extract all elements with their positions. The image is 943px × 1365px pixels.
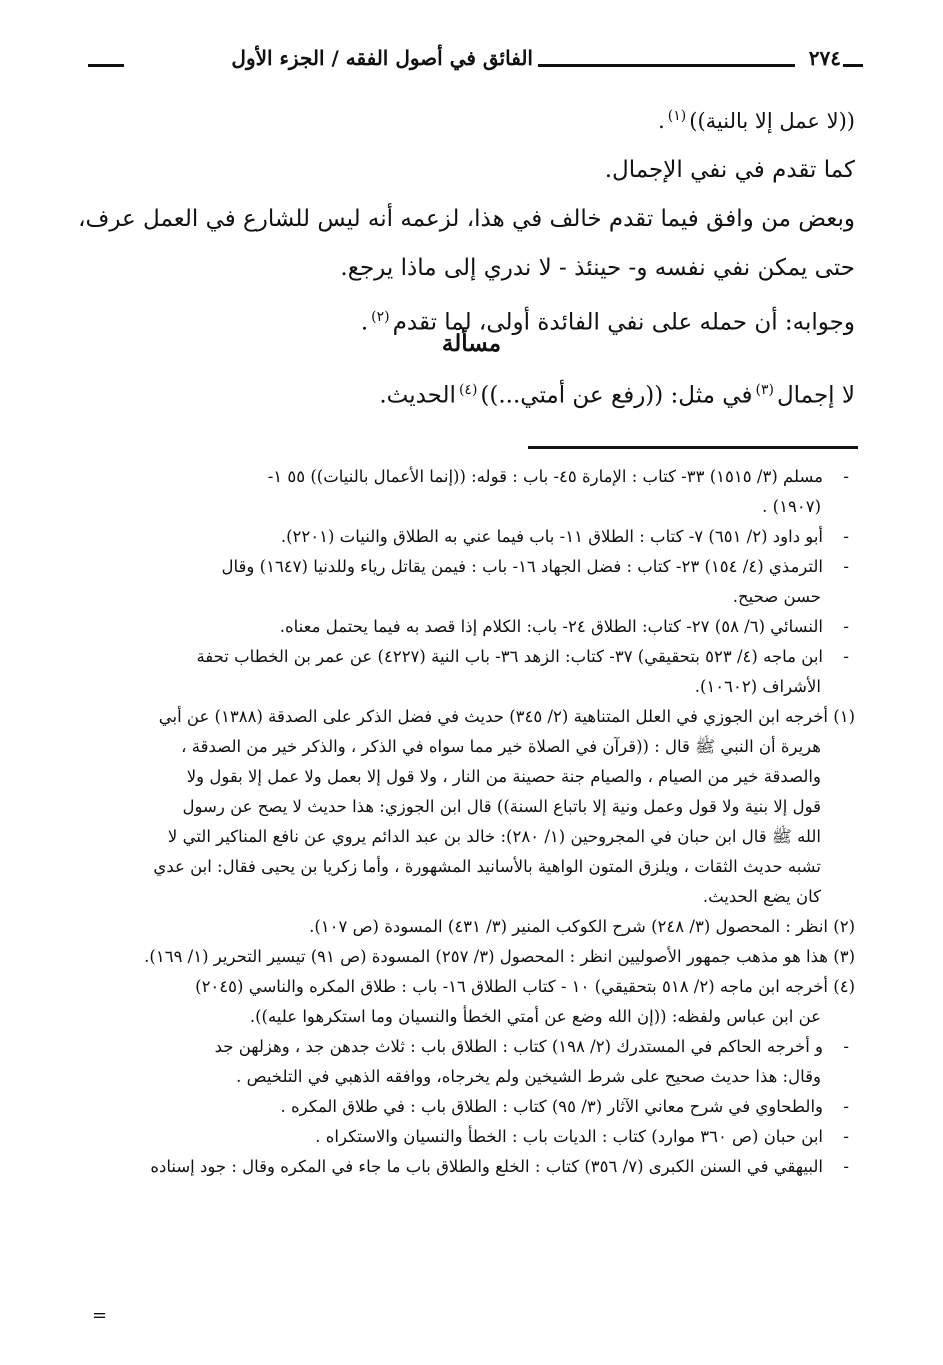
footnote-continuation: هريرة أن النبي ﷺ قال : ((قرآن في الصلاة خير مما سواه في الذكر ، والذكر خير من الصدقة ،: [181, 737, 821, 756]
hadith-quote: ((لا عمل إلا بالنية)): [689, 109, 855, 133]
footnote-ref-1[interactable]: (١): [667, 108, 687, 124]
continuation-mark: =: [92, 1305, 108, 1326]
footnote-1: (١) أخرجه ابن الجوزي في العلل المتناهية (٢/ ٣٤٥) حديث في فضل الذكر على الصدقة (١٣٨٨) عن أبي: [158, 707, 855, 726]
text-line: حتى يمكن نفي نفسه و- حينئذ - لا ندري إلى ماذا يرجع.: [340, 255, 855, 281]
main-text: [78, 92, 855, 348]
footnote-continuation: الأشراف (١٠٦٠٢).: [694, 677, 821, 696]
footnote-4: (٤) أخرجه ابن ماجه (٢/ ٥١٨ بتحقيقي) ١٠ - كتاب الطلاق ١٦- باب : طلاق المكره والناسي (٢٠٤٥): [195, 977, 855, 996]
footnote-continuation: (١٩٠٧) .: [762, 497, 821, 516]
footnote-continuation: تشبه حديث الثقات ، ويلزق المتون الواهية بالأسانيد المشهورة ، وأما زكريا بن يحيى فقال: ابن عدي: [153, 857, 821, 876]
footnote-bullet: - أبو داود (٢/ ٦٥١) ٧- كتاب : الطلاق ١١- باب فيما عني به الطلاق والنيات (٢٢٠١).: [95, 522, 855, 552]
text-line: لا إجمال$^{(٣)}$في مثل: ((رفع عن أمتي...))$^{(٤)}$الحديث.: [379, 382, 855, 409]
footnote-continuation: وقال: هذا حديث صحيح على شرط الشيخين ولم يخرجاه، ووافقه الذهبي في التلخيص .: [236, 1067, 821, 1086]
page-header: [88, 44, 863, 84]
main-text-after-heading: [85, 366, 855, 421]
running-title: الفائق في أصول الفقه / الجزء الأول: [231, 46, 533, 70]
footnotes: [95, 462, 855, 1182]
footnote-bullet: - و أخرجه الحاكم في المستدرك (٢/ ١٩٨) كتاب : الطلاق باب : ثلاث جدهن جد ، وهزلهن جد: [95, 1032, 855, 1062]
footnote-continuation: قول إلا بنية ولا قول وعمل ونية إلا باتباع السنة)) قال ابن الجوزي: هذا حديث لا يصح عن رسول: [182, 797, 821, 816]
footnote-separator: [528, 446, 858, 449]
section-heading: مسألة: [441, 330, 502, 357]
footnote-ref-3[interactable]: (٣): [755, 382, 774, 398]
header-rule-right: [843, 64, 863, 67]
footnote-continuation: والصدقة خير من الصيام ، والصيام جنة حصينة من النار ، ولا قول إلا بعمل ولا عمل إلا بقول ولا: [186, 767, 821, 786]
footnote-bullet: - مسلم (٣/ ١٥١٥) ٣٣- كتاب : الإمارة ٤٥- باب : قوله: ((إنما الأعمال بالنيات)) ٥٥ ١-: [95, 462, 855, 492]
footnote-bullet: - والطحاوي في شرح معاني الآثار (٣/ ٩٥) كتاب : الطلاق باب : في طلاق المكره .: [95, 1092, 855, 1122]
text-line: وبعض من وافق فيما تقدم خالف في هذا، لزعمه أنه ليس للشارع في العمل عرف،: [78, 206, 855, 232]
text-line: وجوابه: أن حمله على نفي الفائدة أولى، لما تقدم$^{(٢)}$.: [360, 309, 855, 336]
footnote-continuation: حسن صحيح.: [732, 587, 821, 606]
footnote-bullet: - ابن حبان (ص ٣٦٠ موارد) كتاب : الديات باب : الخطأ والنسيان والاستكراه .: [95, 1122, 855, 1152]
footnote-continuation: الله ﷺ قال ابن حبان في المجروحين (١/ ٢٨٠): خالد بن عبد الدائم يروي عن نافع المناكير التي لا: [167, 827, 821, 846]
footnote-bullet: - ابن ماجه (٤/ ٥٢٣ بتحقيقي) ٣٧- كتاب: الزهد ٣٦- باب النية (٤٢٢٧) عن عمر بن الخطاب تحفة: [95, 642, 855, 672]
footnote-ref-2[interactable]: (٢): [371, 309, 390, 325]
footnote-3: (٣) هذا هو مذهب جمهور الأصوليين انظر : المحصول (٣/ ٢٥٧) المسودة (ص ٩١) تيسير التحرير (١/ ١٦٩).: [144, 947, 855, 966]
footnote-2: (٢) انظر : المحصول (٣/ ٢٤٨) شرح الكوكب المنير (٣/ ٤٣١) المسودة (ص ١٠٧).: [309, 917, 855, 936]
text-line: كما تقدم في نفي الإجمال.: [604, 157, 855, 183]
footnote-continuation: كان يضع الحديث.: [702, 887, 821, 906]
page-number: ٢٧٤: [808, 46, 841, 70]
footnote-bullet: - النسائي (٦/ ٥٨) ٢٧- كتاب: الطلاق ٢٤- باب: الكلام إذا قصد به فيما يحتمل معناه.: [95, 612, 855, 642]
footnote-bullet: - الترمذي (٤/ ١٥٤) ٢٣- كتاب : فضل الجهاد ١٦- باب : فيمن يقاتل رياء وللدنيا (١٦٤٧) وقال: [95, 552, 855, 582]
footnote-continuation: عن ابن عباس ولفظه: ((إن الله وضع عن أمتي الخطأ والنسيان وما استكرهوا عليه)).: [249, 1007, 821, 1026]
header-rule-left: [88, 64, 124, 67]
header-rule-middle: [538, 64, 795, 67]
footnote-ref-4[interactable]: (٤): [458, 382, 478, 398]
footnote-bullet: - البيهقي في السنن الكبرى (٧/ ٣٥٦) كتاب : الخلع والطلاق باب ما جاء في المكره وقال : جود إسناده: [95, 1152, 855, 1182]
text-line: ((لا عمل إلا بالنية))$^{(١)}$.: [658, 108, 855, 133]
